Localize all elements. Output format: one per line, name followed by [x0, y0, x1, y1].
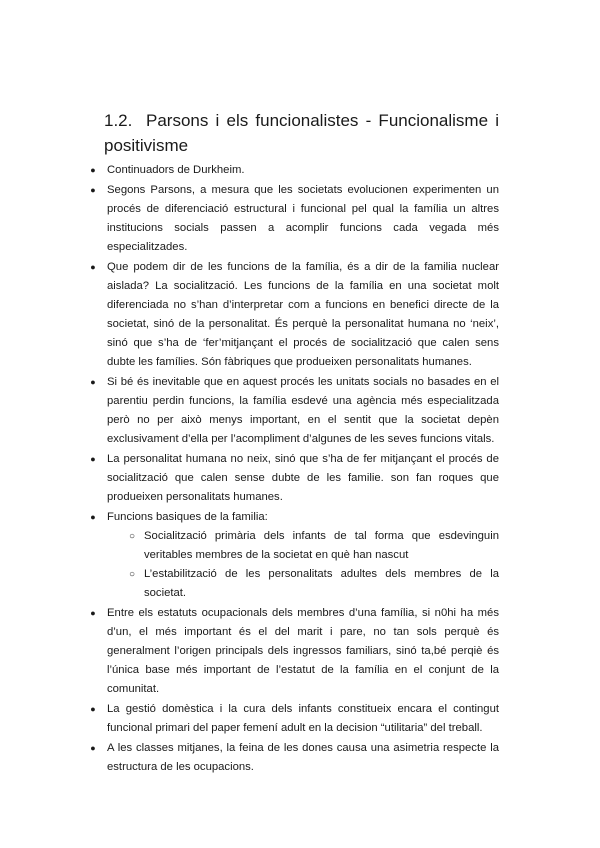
list-item-text: Si bé és inevitable que en aquest procés les unitats socials no basades en el parentiu perdin funcions, la família esdevé una agència més especialitzada però no per això menys important, en el sentit que la societat depèn exclusivament d’ella per l’acompliment d’algunes de les seves funcions vitals.: [107, 376, 499, 445]
list-item-text: La gestió domèstica i la cura dels infants constitueix encara el contingut funcional primari del paper femení adult en la decision “utilitaria” del treball.: [107, 703, 499, 734]
list-item: [90, 181, 499, 257]
bullet-icon: ●: [90, 743, 96, 753]
bullet-icon: ●: [90, 704, 96, 714]
list-item-text: Segons Parsons, a mesura que les societats evolucionen experimenten un procés de diferenciació estructural i funcional pel qual la família un altres institucions socials passen a acomplir funcions cada vegada més especialitzades.: [107, 184, 499, 253]
list-item: [90, 739, 499, 777]
list-item-text: Entre els estatuts ocupacionals dels membres d’una família, si n0hi ha més d’un, el més important és el del marit i pare, no tan sols perquè és generalment l’origen principals dels ingressos familiars, sinó ta,bé perqiè és l’única base més important de l’estatut de la família en el conjunt de la comunitat.: [107, 607, 499, 695]
sub-list-item-text: Socialització primària dels infants de tal forma que esdevinguin veritables membres de la societat en què han nascut: [144, 530, 499, 561]
bullet-icon: ●: [90, 185, 96, 195]
list-item: [90, 700, 499, 738]
hollow-bullet-icon: ○: [128, 531, 136, 542]
list-item: [90, 508, 499, 603]
list-item: [90, 161, 499, 180]
bullet-list: [90, 161, 499, 778]
list-item: [90, 258, 499, 372]
sub-list: [107, 527, 499, 603]
sub-list-item-text: L’estabilització de les personalitats adultes dels membres de la societat.: [144, 568, 499, 599]
list-item-text: A les classes mitjanes, la feina de les dones causa una asimetria respecte la estructura de les ocupacions.: [107, 742, 499, 773]
section-heading: [104, 108, 499, 158]
bullet-icon: ●: [90, 377, 96, 387]
sub-list-item: [128, 527, 499, 565]
bullet-icon: ●: [90, 608, 96, 618]
list-item: [90, 450, 499, 507]
bullet-icon: ●: [90, 262, 96, 272]
bullet-icon: ●: [90, 512, 96, 522]
sub-list-item: [128, 565, 499, 603]
bullet-icon: ●: [90, 454, 96, 464]
section-title: Parsons i els funcionalistes - Funcionalisme i positivisme: [104, 111, 499, 155]
list-item-text: Funcions basiques de la familia:: [107, 511, 268, 523]
list-item-text: Que podem dir de les funcions de la família, és a dir de la familia nuclear aislada? La socialització. Les funcions de la família en una societat molt diferenciada no s’han d’interpretar com a funcions en benefici directe de la societat, sinó de la personalitat. És perquè la personalitat humana no ‘neix’, sinó que s’ha de ‘fer’mitjançant el procés de socialització que calen sens dubte les famílies. Són fàbriques que produeixen personalitats humanes.: [107, 261, 499, 368]
bullet-icon: ●: [90, 165, 96, 175]
list-item: [90, 604, 499, 699]
list-item: [90, 373, 499, 449]
hollow-bullet-icon: ○: [128, 569, 136, 580]
list-item-text: Continuadors de Durkheim.: [107, 164, 245, 176]
list-item-text: La personalitat humana no neix, sinó que s’ha de fer mitjançant el procés de socialització que calen sense dubte de les familie. son fan roques que produeixen personalitats humanes.: [107, 453, 499, 503]
section-number: 1.2.: [104, 111, 133, 130]
